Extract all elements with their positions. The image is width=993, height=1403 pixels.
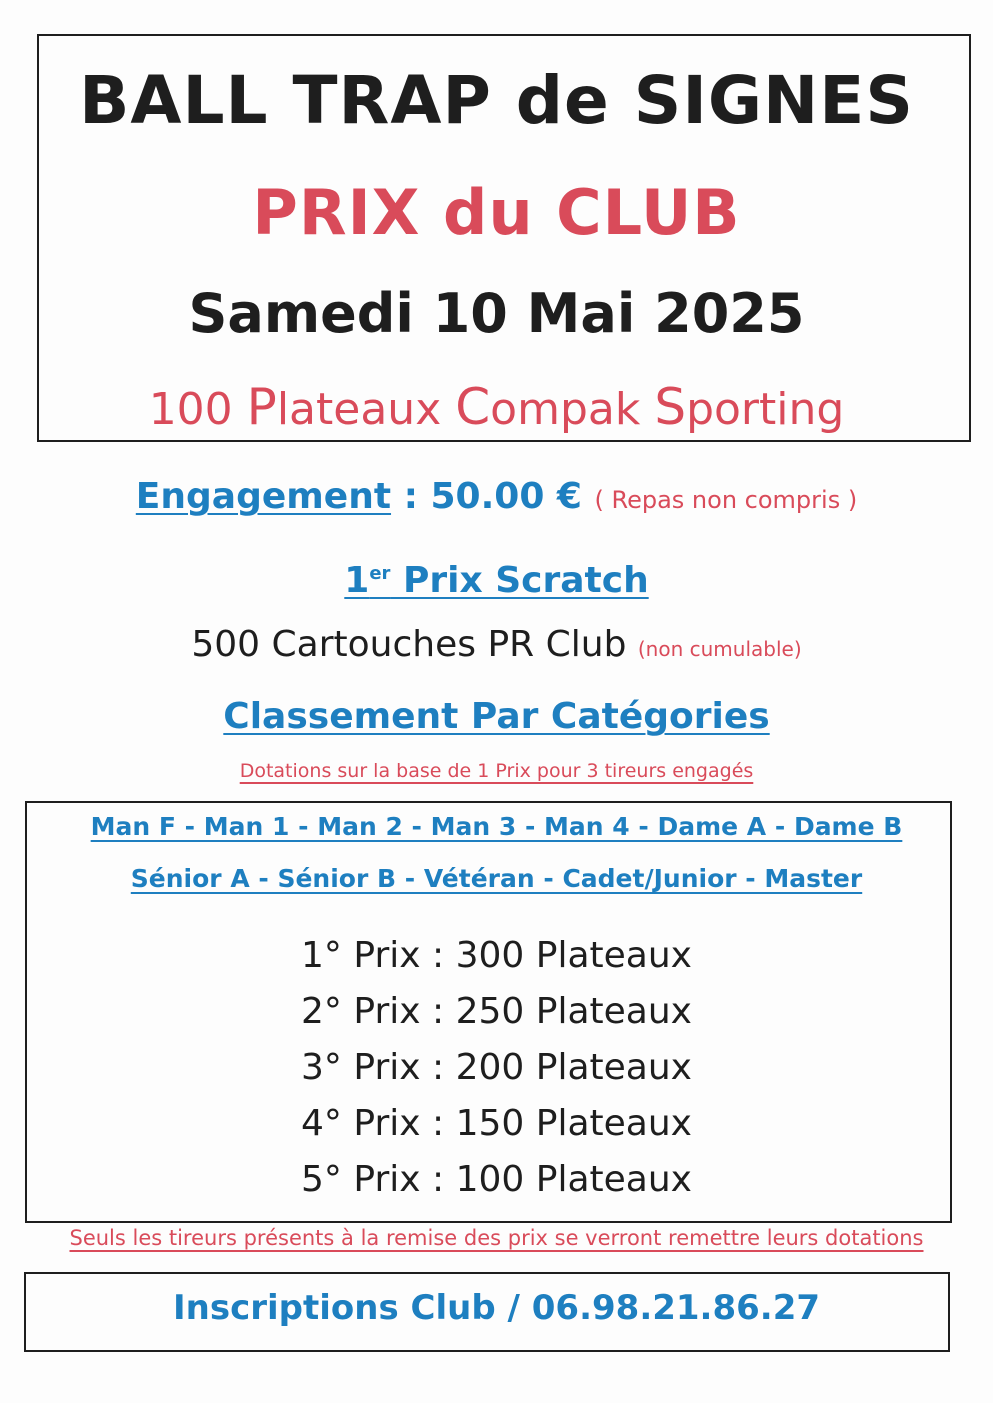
presence-note [0,1226,993,1250]
discipline-c-initial: C [455,378,491,436]
prize-item: 4° Prix : 150 Plateaux [301,1103,692,1144]
scratch-prize: 500 Cartouches PR Club [191,624,627,665]
categories-row-1-text: Man F - Man 1 - Man 2 - Man 3 - Man 4 - Dame A - Dame B [90,812,903,841]
scratch-prize-note: (non cumulable) [637,637,802,661]
discipline-s-initial: S [654,378,687,436]
scratch-prize-line [0,624,993,665]
categories-title [0,696,993,737]
discipline-c-rest: ompak [490,384,641,435]
dotation-note-text: Dotations sur la base de 1 Prix pour 3 tireurs engagés [239,760,754,782]
discipline-p-initial: P [246,378,277,436]
scratch-title [0,560,993,601]
engagement-line [0,476,993,517]
categories-row-2-text: Sénior A - Sénior B - Vétéran - Cadet/Junior - Master [130,864,863,893]
prize-item: 1° Prix : 300 Plateaux [301,935,692,976]
categories-title-text: Classement Par Catégories [223,696,770,737]
presence-note-text: Seuls les tireurs présents à la remise des prix se verront remettre leurs dotations [69,1226,924,1250]
scratch-title-rest: Prix Scratch [390,560,649,601]
prize-list [0,928,993,1208]
categories-row-2 [0,864,993,893]
engagement-label: Engagement [135,476,392,517]
event-discipline [0,378,993,436]
event-subtitle: PRIX du CLUB [252,176,741,249]
prize-item: 3° Prix : 200 Plateaux [301,1047,692,1088]
dotation-note [0,760,993,782]
registration-contact: Inscriptions Club / 06.98.21.86.27 [172,1288,821,1328]
engagement-price: 50.00 € [430,476,582,517]
discipline-p-rest: lateaux [276,384,442,435]
scratch-title-number: 1 [344,560,370,601]
page-title: BALL TRAP de SIGNES [79,62,914,139]
event-date: Samedi 10 Mai 2025 [188,282,805,345]
discipline-count: 100 [148,384,233,435]
scratch-title-sup: er [369,563,391,584]
prize-item: 5° Prix : 100 Plateaux [301,1159,692,1200]
discipline-s-rest: porting [686,384,845,435]
prize-item: 2° Prix : 250 Plateaux [301,991,692,1032]
categories-row-1 [0,812,993,841]
engagement-separator: : [391,476,431,517]
engagement-note: ( Repas non compris ) [594,486,858,514]
